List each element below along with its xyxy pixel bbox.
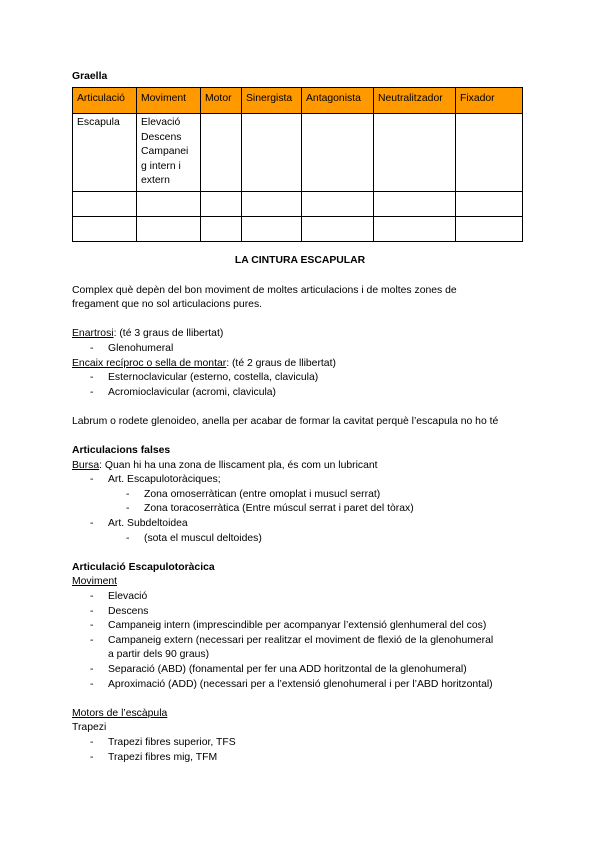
falses-list <box>72 473 528 546</box>
list-item: - Trapezi fibres superior, TFS <box>72 736 528 751</box>
table-cell <box>302 114 374 192</box>
enartrosi-line <box>72 327 528 342</box>
table-cell <box>374 114 456 192</box>
table-cell-moviment <box>137 114 201 192</box>
cell-line: Descens <box>141 131 182 143</box>
muscle-grid-table <box>72 87 523 242</box>
table-header-row <box>73 88 523 114</box>
document-page <box>72 70 528 765</box>
table-cell: Escapula <box>73 114 137 192</box>
cell-line: extern <box>141 175 170 187</box>
list-item: - Art. Subdeltoidea - (sota el muscul deltoides) <box>72 517 528 546</box>
table-cell <box>242 114 302 192</box>
table-row <box>73 216 523 241</box>
list-item: - Separació (ABD) (fonamental per fer una ADD horitzontal de la glenohumeral) <box>72 663 528 678</box>
table-cell <box>73 191 137 216</box>
subheading: Moviment <box>72 576 118 588</box>
enartrosi-note: : (té 3 graus de llibertat) <box>113 328 224 340</box>
document-title: LA CINTURA ESCAPULAR <box>234 254 366 266</box>
encaix-line <box>72 357 528 372</box>
table-header-cell: Neutralitzador <box>374 88 456 114</box>
enartrosi-label: Enartrosi <box>72 328 114 340</box>
labrum-text: Labrum o rodete glenoideo, anella per acabar de formar la cavitat perquè l’escapula no ho té <box>72 415 499 427</box>
table-cell <box>137 216 201 241</box>
bursa-line <box>72 459 528 474</box>
subheading: Motors de l’escàpula <box>72 707 168 719</box>
table-cell <box>201 114 242 192</box>
table-header-cell: Fixador <box>456 88 523 114</box>
table-header-cell: Motor <box>201 88 242 114</box>
encaix-note: : (té 2 graus de llibertat) <box>226 357 336 369</box>
table-header-cell: Sinergista <box>242 88 302 114</box>
trapezi-label: Trapezi <box>72 722 107 734</box>
table-cell <box>456 191 523 216</box>
bursa-text: : Quan hi ha una zona de lliscament pla, és com un lubricant <box>99 459 378 471</box>
sublist <box>72 532 528 547</box>
table-header-cell: Articulació <box>73 88 137 114</box>
list-item: - Descens <box>72 605 528 620</box>
enartrosi-list <box>72 342 528 357</box>
table-cell <box>242 191 302 216</box>
list-item: - Zona omoserràtican (entre omoplat i musucl serrat) <box>72 488 528 503</box>
table-header-cell: Antagonista <box>302 88 374 114</box>
cell-line: g intern i <box>141 160 181 172</box>
list-item: - Art. Escapulotoràciques; - Zona omoserràtican (entre omoplat i musucl serrat) - Zona toracoserràtica (Entre múscul serrat i paret del tòrax) <box>72 473 528 517</box>
table-cell <box>374 216 456 241</box>
cell-line: Campanei <box>141 146 189 158</box>
section-heading: Articulacions falses <box>72 445 171 457</box>
list-item: - (sota el muscul deltoides) <box>72 532 528 547</box>
intro-line: fregament que no sol articulacions pures. <box>72 299 263 311</box>
moviment-list <box>72 590 528 692</box>
table-cell <box>456 114 523 192</box>
table-header-cell: Moviment <box>137 88 201 114</box>
encaix-label: Encaix recíproc o sella de montar <box>72 357 227 369</box>
table-row <box>73 114 523 192</box>
list-item: - Aproximació (ADD) (necessari per a l’extensió glenohumeral i per l’ABD horitzontal) <box>72 678 528 693</box>
list-item: - Acromioclavicular (acromi, clavicula) <box>72 386 528 401</box>
section-heading: Articulació Escapulotoràcica <box>72 561 215 573</box>
cell-line: Elevació <box>141 117 181 128</box>
encaix-list <box>72 371 528 400</box>
list-item: - Campaneig intern (imprescindible per acompanyar l’extensió glenhumeral del cos) <box>72 619 528 634</box>
table-cell <box>374 191 456 216</box>
table-cell <box>73 216 137 241</box>
table-cell <box>201 191 242 216</box>
table-row <box>73 191 523 216</box>
table-cell <box>137 191 201 216</box>
list-item: - Glenohumeral <box>72 342 528 357</box>
list-item: - Zona toracoserràtica (Entre múscul serrat i paret del tòrax) <box>72 502 528 517</box>
table-cell <box>456 216 523 241</box>
bursa-label: Bursa <box>72 459 100 471</box>
grid-title: Graella <box>72 71 108 82</box>
list-item: - Trapezi fibres mig, TFM <box>72 751 528 766</box>
table-cell <box>302 216 374 241</box>
table-cell <box>201 216 242 241</box>
list-item: - Campaneig extern (necessari per realitzar el moviment de flexió de la glenohumeral a partir dels 90 graus) <box>72 634 528 663</box>
trapezi-list <box>72 736 528 765</box>
list-item: - Elevació <box>72 590 528 605</box>
table-cell <box>242 216 302 241</box>
table-cell <box>302 191 374 216</box>
list-item: - Esternoclavicular (esterno, costella, clavicula) <box>72 371 528 386</box>
intro-line: Complex què depèn del bon moviment de moltes articulacions i de moltes zones de <box>72 284 457 296</box>
sublist <box>72 488 528 517</box>
